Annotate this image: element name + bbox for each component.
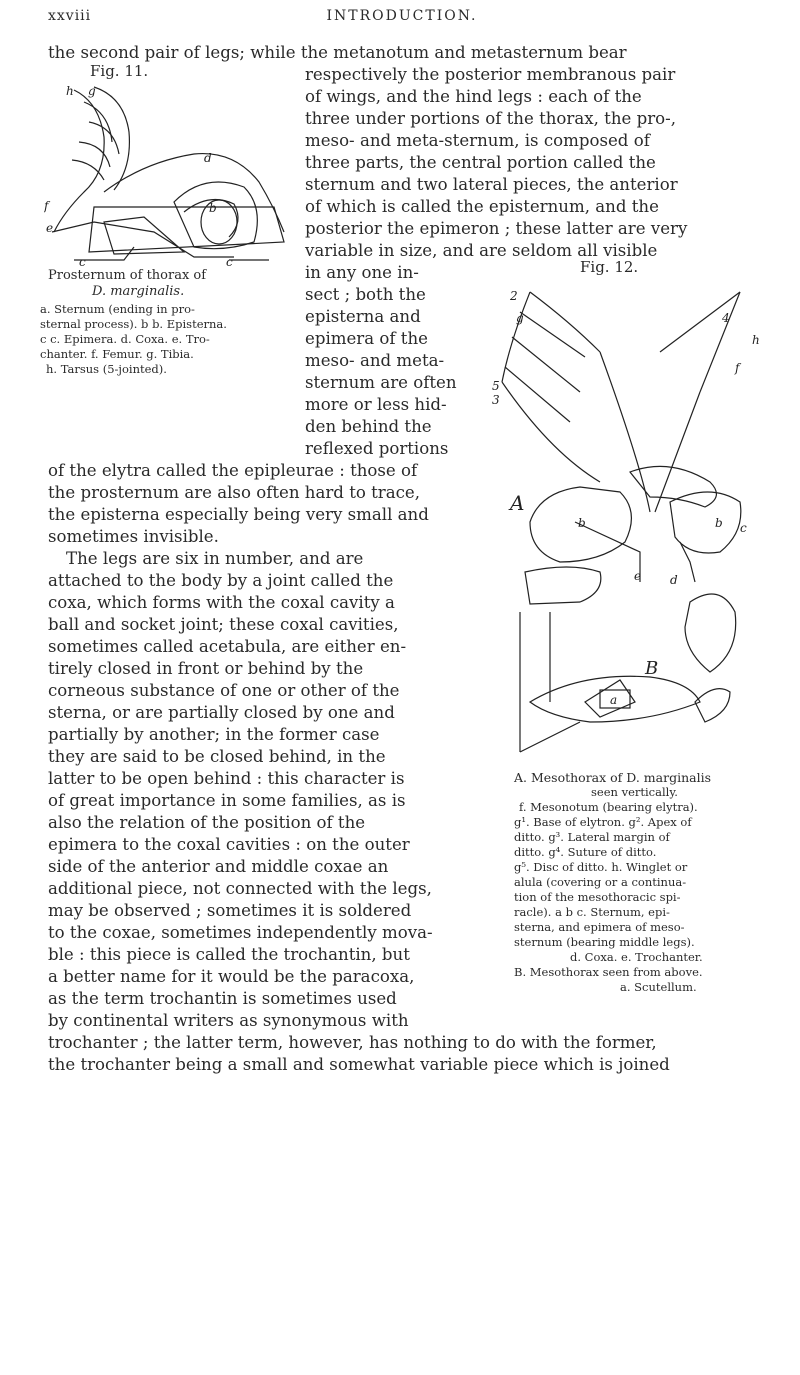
text-line: as the term trochantin is sometimes used (48, 989, 397, 1008)
text-line: coxa, which forms with the coxal cavity a (48, 593, 395, 612)
svg-text:f: f (735, 361, 740, 375)
text-line: trochanter ; the latter term, however, has nothing to do with the former, (48, 1033, 657, 1052)
text-line: meso- and meta-sternum, is composed of (305, 131, 650, 150)
text-line: sterna, or are partially closed by one and (48, 703, 395, 722)
figure-12-caption-line: sterna, and epimera of meso- (514, 920, 685, 934)
text-line: of wings, and the hind legs : each of the (305, 87, 642, 106)
text-line: sometimes invisible. (48, 527, 219, 546)
figure-12-caption-line: a. Scutellum. (620, 980, 697, 994)
text-line: of great importance in some families, as is (48, 791, 406, 810)
text-line: episterna and (305, 307, 421, 326)
svg-text:b: b (715, 516, 723, 530)
text-line: variable in size, and are seldom all visible (305, 241, 658, 260)
text-line: also the relation of the position of the (48, 813, 366, 832)
figure-11-label: Fig. 11. (90, 62, 149, 80)
svg-text:e: e (46, 221, 54, 235)
text-line: latter to be open behind : this character is (48, 769, 405, 788)
figure-11-caption-line: h. Tarsus (5-jointed). (46, 362, 167, 376)
figure-12-label: Fig. 12. (580, 258, 639, 276)
text-line: the episterna especially being very small and (48, 505, 429, 524)
svg-text:d: d (670, 573, 678, 587)
text-line: attached to the body by a joint called the (48, 571, 394, 590)
svg-text:f: f (44, 199, 49, 213)
text-line: a better name for it would be the paracoxa, (48, 967, 415, 986)
figure-12-caption-line: d. Coxa. e. Trochanter. (570, 950, 703, 964)
text-line: sternum are often (305, 373, 457, 392)
figure-11-caption-line: a. Sternum (ending in pro- (40, 302, 195, 316)
svg-text:a: a (610, 693, 618, 707)
svg-text:4: 4 (722, 311, 730, 325)
svg-text:h: h (752, 333, 760, 347)
figure-12-caption-line: seen vertically. (591, 785, 678, 799)
text-line: by continental writers as synonymous with (48, 1011, 409, 1030)
figure-11-caption-line: sternal process). b b. Episterna. (40, 317, 227, 331)
text-line: ble : this piece is called the trochantin, but (48, 945, 410, 964)
text-line: the prosternum are also often hard to trace, (48, 483, 421, 502)
text-line: they are said to be closed behind, in the (48, 747, 386, 766)
text-line: three under portions of the thorax, the pro-, (305, 109, 677, 128)
svg-text:c: c (226, 255, 233, 267)
text-line: ball and socket joint; these coxal cavities, (48, 615, 399, 634)
figure-12-caption-line: ditto. g³. Lateral margin of (514, 830, 670, 844)
text-line: sect ; both the (305, 285, 426, 304)
text-line: corneous substance of one or other of the (48, 681, 400, 700)
text-line: sometimes called acetabula, are either en- (48, 637, 407, 656)
svg-text:g: g (516, 311, 524, 325)
text-line: reflexed portions (305, 439, 449, 458)
figure-11-prosternum-illustration (44, 82, 294, 267)
figure-12-caption-line: g¹. Base of elytron. g². Apex of (514, 815, 692, 829)
svg-text:b: b (578, 516, 586, 530)
text-line: side of the anterior and middle coxae an (48, 857, 389, 876)
text-line: of which is called the episternum, and the (305, 197, 659, 216)
text-line: The legs are six in number, and are (66, 549, 364, 568)
text-line: tirely closed in front or behind by the (48, 659, 364, 678)
figure-12-mesothorax-illustration (490, 282, 765, 767)
figure-12-caption-line: g⁵. Disc of ditto. h. Winglet or (514, 860, 688, 874)
figure-11-caption-line: chanter. f. Femur. g. Tibia. (40, 347, 194, 361)
text-line: the trochanter being a small and somewhat variable piece which is joined (48, 1055, 670, 1074)
svg-text:c: c (79, 255, 86, 267)
running-header (48, 8, 752, 30)
svg-text:A: A (510, 491, 525, 515)
figure-12-caption-line: alula (covering or a continua- (514, 875, 687, 889)
text-line: epimera to the coxal cavities : on the outer (48, 835, 410, 854)
page-number: xxviii (48, 8, 92, 24)
svg-text:e: e (634, 569, 642, 583)
svg-text:g: g (88, 84, 96, 98)
text-line: meso- and meta- (305, 351, 445, 370)
figure-12-caption-line: tion of the mesothoracic spi- (514, 890, 681, 904)
svg-text:5: 5 (492, 379, 500, 393)
svg-text:d: d (204, 151, 212, 165)
svg-text:3: 3 (492, 393, 500, 407)
figure-11-caption-title: Prosternum of thorax of (48, 268, 207, 283)
text-line: more or less hid- (305, 395, 447, 414)
figure-12-caption-line: A. Mesothorax of D. marginalis (514, 770, 712, 785)
text-line: three parts, the central portion called the (305, 153, 656, 172)
figure-12-caption-line: racle). a b c. Sternum, epi- (514, 905, 670, 919)
text-line: epimera of the (305, 329, 428, 348)
svg-text:c: c (740, 521, 747, 535)
figure-12-caption-line: f. Mesonotum (bearing elytra). (519, 800, 698, 814)
text-line: to the coxae, sometimes independently mova- (48, 923, 433, 942)
svg-text:B: B (645, 658, 659, 679)
svg-text:2: 2 (510, 289, 518, 303)
svg-text:b: b (209, 201, 217, 215)
text-line: the second pair of legs; while the metanotum and metasternum bear (48, 43, 627, 62)
text-line: additional piece, not connected with the legs, (48, 879, 432, 898)
figure-11-caption-line: c c. Epimera. d. Coxa. e. Tro- (40, 332, 210, 346)
text-line: posterior the epimeron ; these latter are very (305, 219, 688, 238)
text-line: in any one in- (305, 263, 419, 282)
text-line: den behind the (305, 417, 432, 436)
text-line: of the elytra called the epipleurae : those of (48, 461, 418, 480)
text-line: partially by another; in the former case (48, 725, 380, 744)
text-line: sternum and two lateral pieces, the anterior (305, 175, 678, 194)
figure-11-caption-species: D. marginalis. (92, 284, 185, 299)
figure-12-caption-line: ditto. g⁴. Suture of ditto. (514, 845, 657, 859)
running-title: INTRODUCTION. (326, 8, 478, 24)
text-line: may be observed ; sometimes it is soldered (48, 901, 412, 920)
svg-text:h: h (66, 84, 74, 98)
figure-12-caption-line: B. Mesothorax seen from above. (514, 965, 703, 979)
text-line: respectively the posterior membranous pair (305, 65, 676, 84)
figure-12-caption-line: sternum (bearing middle legs). (514, 935, 695, 949)
